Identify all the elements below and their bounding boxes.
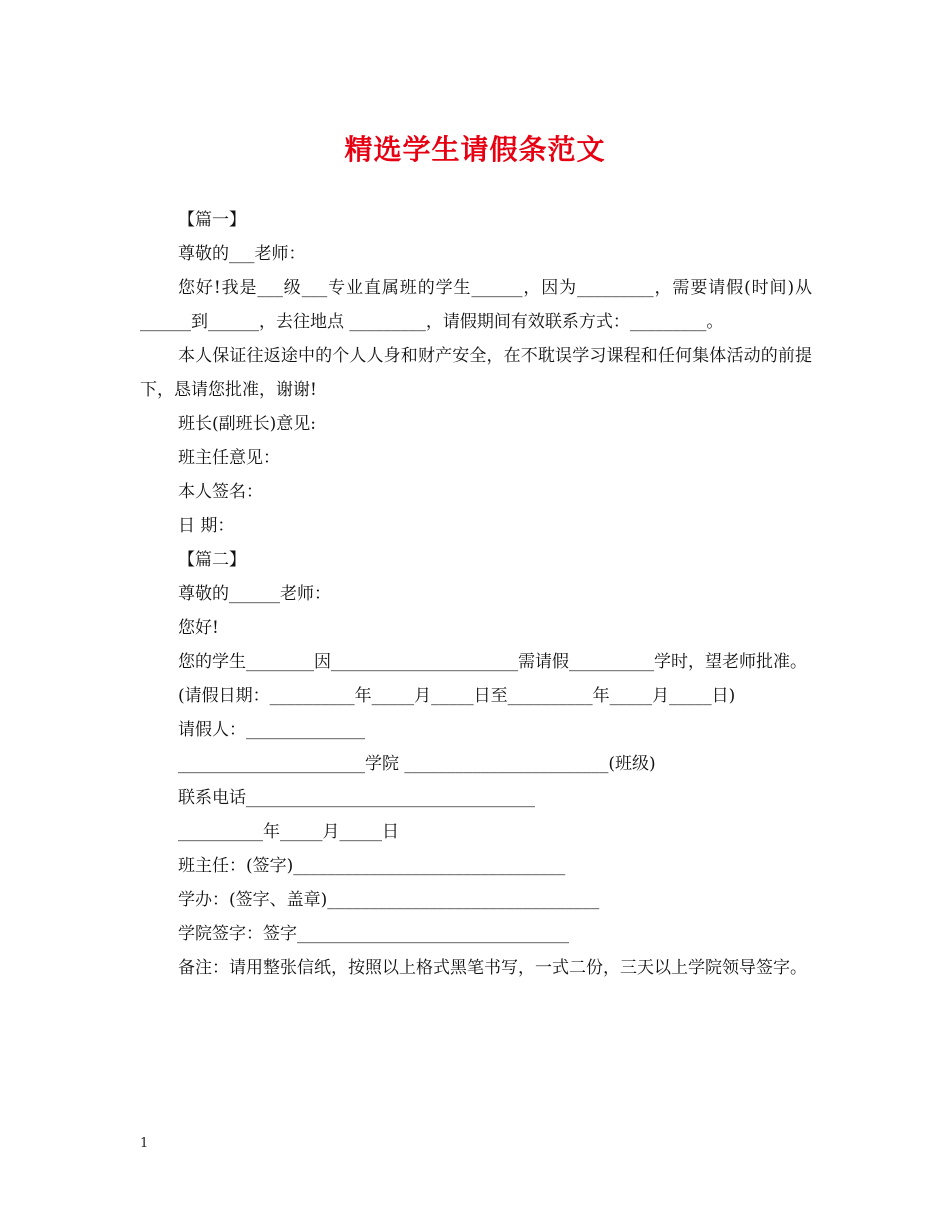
safety-promise-paragraph: 本人保证往返途中的个人人身和财产安全，在不耽误学习课程和任何集体活动的前提下，恳请您批准，谢谢! — [140, 346, 812, 400]
date-line: __________年_____月_____日 — [178, 822, 399, 842]
college-class-line: ______________________学院 ________________________(班级) — [178, 754, 656, 774]
head-teacher-signature: 班主任：(签字)________________________________ — [178, 856, 566, 876]
leave-request-paragraph: 您好!我是___级___专业直属班的学生______，因为_________，需要请假(时间)从______到______，去往地点 _________，请假期间有效联系方式：_________。 — [140, 278, 812, 332]
leave-dates: (请假日期：__________年_____月_____日至__________年_____月_____日) — [178, 686, 736, 706]
hello-line: 您好! — [178, 618, 219, 638]
date-field: 日 期： — [178, 516, 235, 536]
section-heading-part1: 【篇一】 — [178, 210, 246, 230]
office-signature: 学办：(签字、盖章)________________________________ — [178, 890, 600, 910]
leave-hours-request: 您的学生________因______________________需请假__________学时，望老师批准。 — [178, 652, 807, 672]
greeting-part1: 尊敬的___老师： — [178, 244, 306, 264]
applicant-line: 请假人：______________ — [178, 720, 365, 740]
greeting-part2: 尊敬的______老师： — [178, 584, 331, 604]
head-teacher-opinion: 班主任意见： — [178, 448, 280, 468]
phone-line: 联系电话__________________________________ — [178, 788, 535, 808]
page-number: 1 — [140, 1136, 149, 1151]
monitor-opinion: 班长(副班长)意见: — [178, 414, 316, 434]
student-signature: 本人签名： — [178, 482, 263, 502]
remark-paragraph: 备注：请用整张信纸，按照以上格式黑笔书写，一式二份，三天以上学院领导签字。 — [178, 958, 807, 978]
document-title: 精选学生请假条范文 — [344, 133, 606, 166]
document-body — [140, 203, 812, 985]
section-heading-part2: 【篇二】 — [178, 550, 246, 570]
college-signature: 学院签字：签字________________________________ — [178, 924, 569, 944]
